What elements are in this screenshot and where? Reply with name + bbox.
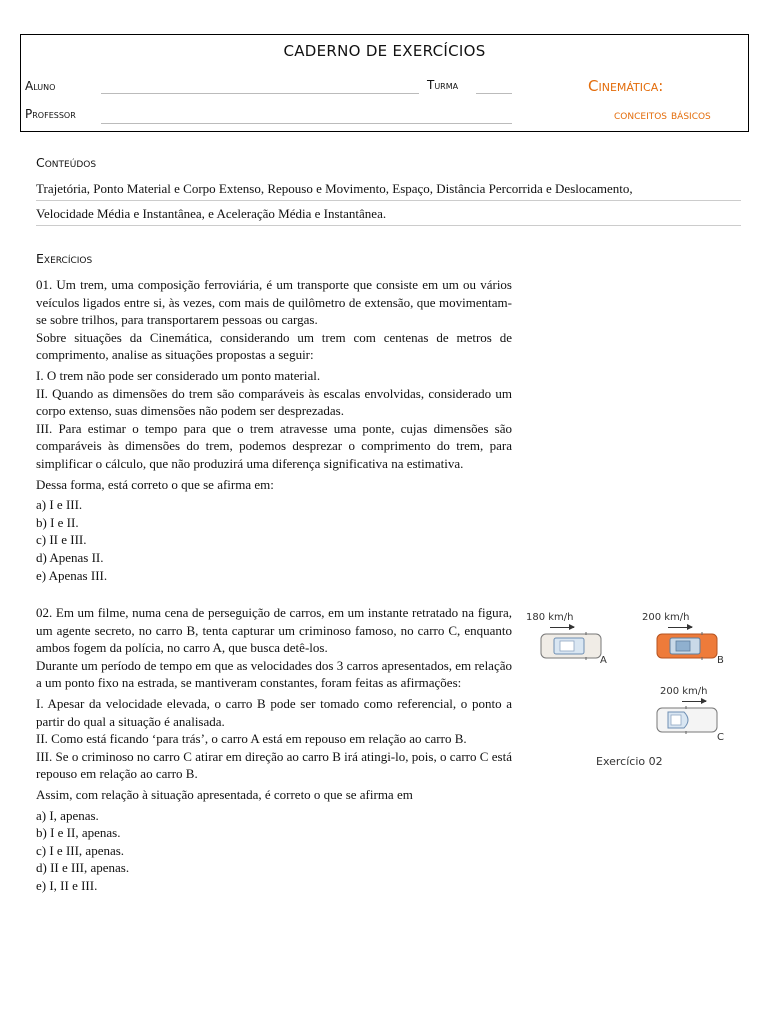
topic-subtitle: conceitos básicos: [614, 107, 711, 122]
cars-figure: [512, 600, 752, 780]
car-b-label: B: [717, 655, 724, 666]
answer-option[interactable]: d) II e III, apenas.: [36, 860, 130, 876]
topic-title: Cinemática:: [588, 77, 664, 95]
teacher-name-field[interactable]: [101, 123, 512, 124]
car-a-icon: [540, 632, 602, 660]
exercise-01-statement-2: II. Quando as dimensões do trem são comparáveis às escalas envolvidas, considerado um corpo extenso, suas dimensões não podem ser desprezadas.: [36, 385, 512, 419]
car-b-speed: 200 km/h: [642, 612, 690, 623]
exercise-01-statement-1: I. O trem não pode ser considerado um ponto material.: [36, 367, 321, 383]
contents-line: Velocidade Média e Instantânea, e Aceleração Média e Instantânea.: [36, 203, 741, 226]
exercise-02-statement-3: III. Se o criminoso no carro C atirar em direção ao carro B irá atingi-lo, pois, o carro C está repouso em relação ao carro B.: [36, 748, 512, 782]
answer-option[interactable]: e) I, II e III.: [36, 877, 98, 893]
answer-option[interactable]: c) I e III, apenas.: [36, 842, 125, 858]
exercise-02-question: Assim, com relação à situação apresentada, é correto o que se afirma em: [36, 786, 413, 802]
exercise-01-context: Sobre situações da Cinemática, considerando um trem com centenas de metros de comprimento, analise as situações propostas a seguir:: [36, 329, 512, 363]
exercise-01-statement-3: III. Para estimar o tempo para que o trem atravesse uma ponte, cujas dimensões são comparáveis às dimensões do trem, podemos desprezar o comprimento do trem, para simplificar o cálculo, que não produzirá uma diferença significativa na estimativa.: [36, 420, 512, 471]
class-field[interactable]: [476, 93, 512, 94]
student-name-field[interactable]: [101, 93, 419, 94]
answer-option[interactable]: e) Apenas III.: [36, 567, 108, 583]
car-b-icon: [656, 632, 718, 660]
answer-option[interactable]: a) I, apenas.: [36, 807, 99, 823]
class-label: Turma: [427, 78, 459, 92]
car-c-icon: [656, 706, 718, 734]
car-c-arrow-icon: [682, 701, 706, 702]
answer-option[interactable]: b) I e II.: [36, 514, 79, 530]
teacher-label: Professor: [25, 107, 76, 121]
figure-caption: Exercício 02: [596, 755, 663, 768]
answer-option[interactable]: a) I e III.: [36, 497, 83, 513]
exercise-02-intro: 02. Em um filme, numa cena de perseguição de carros, em um instante retratado na figura, um agente secreto, no carro B, tenta capturar um criminoso famoso, no carro C, enquanto ambos fogem da polícia, no carro A, que busca detê-los.: [36, 605, 512, 656]
contents-title: Conteúdos: [36, 155, 97, 170]
worksheet-header: [20, 34, 749, 132]
car-a-speed: 180 km/h: [526, 612, 574, 623]
answer-option[interactable]: b) I e II, apenas.: [36, 825, 121, 841]
exercise-02-statement-2: II. Como está ficando ‘para trás’, o carro A está em repouso em relação ao carro B.: [36, 731, 467, 747]
car-c-speed: 200 km/h: [660, 686, 708, 697]
exercise-02-context: Durante um período de tempo em que as velocidades dos 3 carros apresentados, em relação a um ponto fixo na estrada, se mantiveram constantes, foram feitas as afirmações:: [36, 657, 512, 691]
answer-option[interactable]: c) II e III.: [36, 532, 87, 548]
exercise-01-intro: 01. Um trem, uma composição ferroviária, é um transporte que consiste em um ou vários veículos ligados entre si, às vezes, com mais de quilômetro de extensão, que movimentam-se sobre trilhos, para transportarem pessoas ou cargas.: [36, 277, 512, 328]
exercise-01-question: Dessa forma, está correto o que se afirma em:: [36, 476, 274, 492]
answer-option[interactable]: d) Apenas II.: [36, 549, 104, 565]
student-label: Aluno: [25, 79, 56, 93]
worksheet-title: CADERNO DE EXERCÍCIOS: [283, 42, 486, 60]
contents-line: Trajetória, Ponto Material e Corpo Extenso, Repouso e Movimento, Espaço, Distância Percorrida e Deslocamento,: [36, 178, 741, 201]
car-c-label: C: [717, 732, 724, 743]
exercise-02-statement-1: I. Apesar da velocidade elevada, o carro B pode ser tomado como referencial, o ponto a partir do qual a situação é analisada.: [36, 695, 512, 729]
exercise-02-options: [36, 807, 512, 895]
exercise-01: [36, 276, 512, 584]
exercise-02: [36, 604, 512, 895]
car-a-arrow-icon: [550, 627, 574, 628]
car-a-label: A: [600, 655, 607, 666]
exercise-01-options: [36, 496, 512, 584]
exercises-title: Exercícios: [36, 251, 93, 266]
car-b-arrow-icon: [668, 627, 692, 628]
